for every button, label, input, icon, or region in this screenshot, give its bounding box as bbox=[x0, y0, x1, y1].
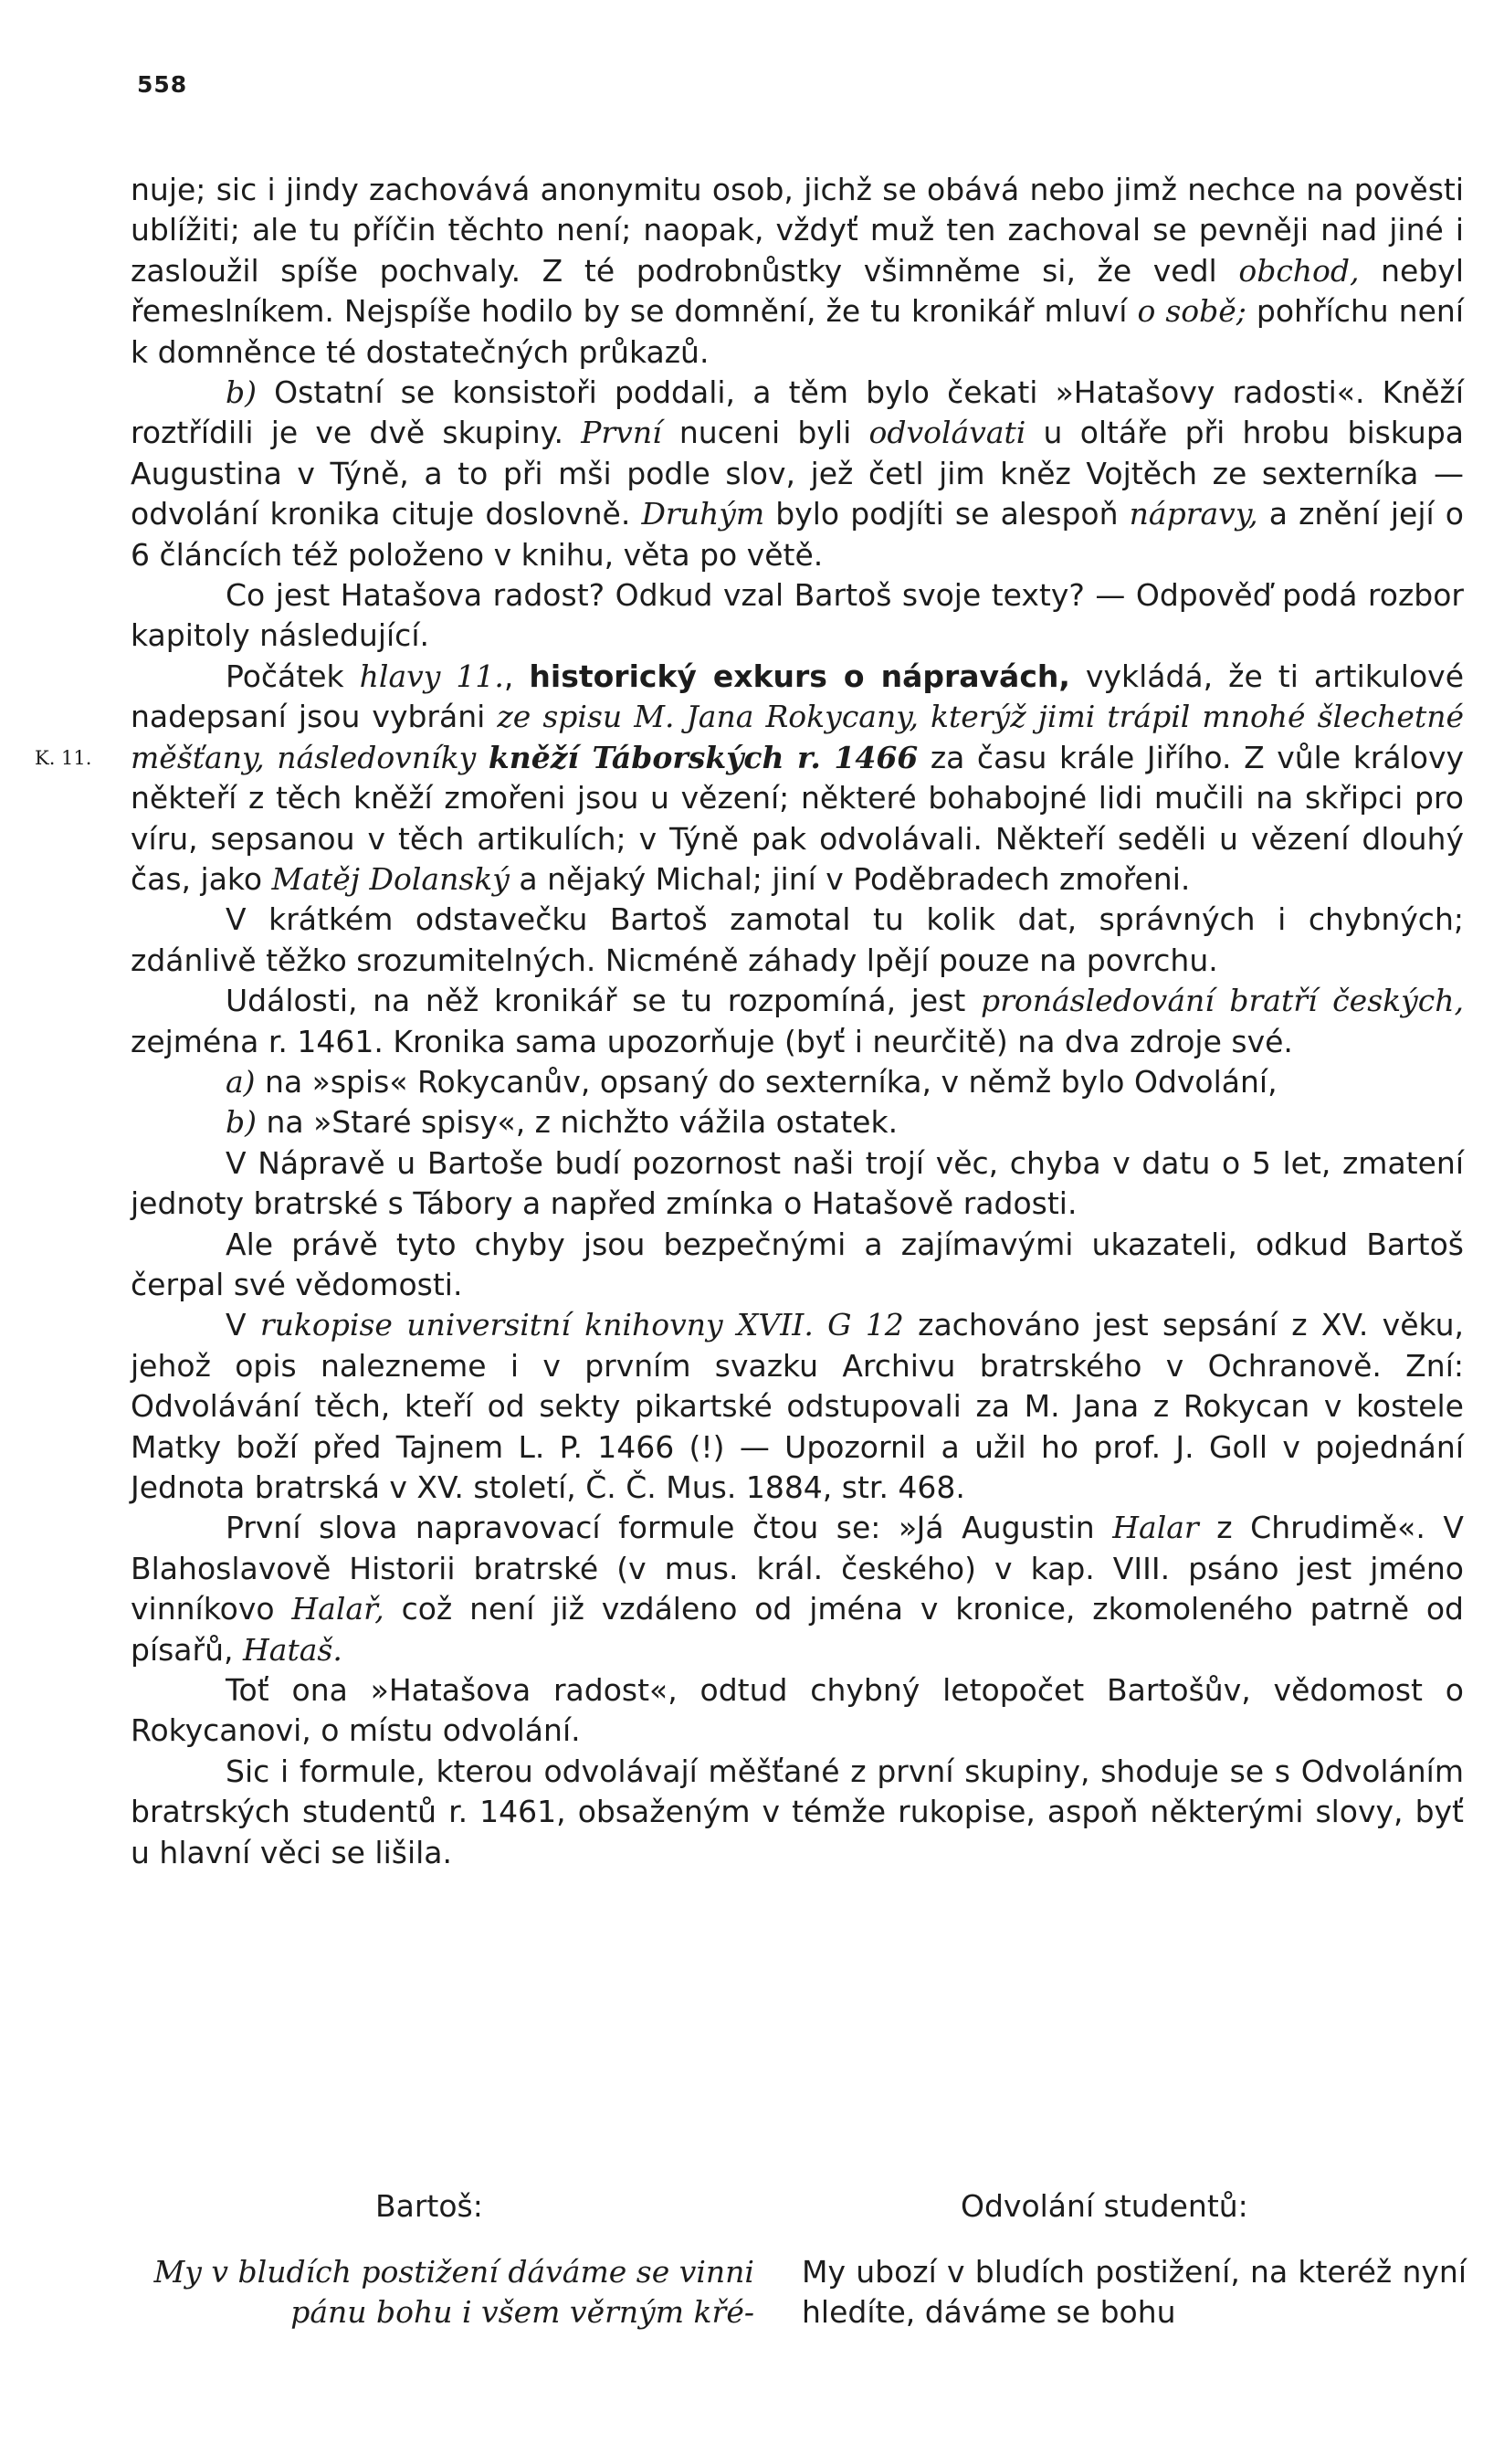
emphasis: Halař, bbox=[291, 1591, 384, 1627]
paragraph-11 bbox=[131, 1305, 1464, 1508]
text: a nějaký Michal; jiní v Poděbradech zmořeni. bbox=[509, 860, 1191, 897]
main-text bbox=[131, 170, 1464, 1873]
text: Události, na něž kronikář se tu rozpomíná, jest bbox=[226, 983, 981, 1019]
text: na »Staré spisy«, z nichžto vážila ostatek. bbox=[257, 1104, 899, 1141]
emphasis: Hataš. bbox=[243, 1631, 342, 1668]
text: nuceni byli bbox=[661, 415, 869, 451]
text: nebyl řemeslníkem. Nejspíše hodilo by se domnění, že tu kronikář mluví bbox=[131, 252, 1465, 330]
paragraph-9: V Nápravě u Bartoše budí pozornost naši trojí věc, chyba v datu o 5 let, zmatení jednoty bratrské s Tábory a napřed zmínka o Hatašově radosti. bbox=[131, 1144, 1464, 1222]
left-column-text: My v bludích postižení dáváme se vinni pánu bohu i všem věrným křé- bbox=[153, 2254, 754, 2330]
list-marker: b) bbox=[226, 374, 257, 411]
right-column-text: My ubozí v bludích postižení, na kteréž nyní hledíte, dáváme se bohu bbox=[802, 2254, 1467, 2330]
bold-emphasis: kněží Táborských r. 1466 bbox=[488, 739, 919, 775]
chapter-margin-note: K. 11. bbox=[35, 747, 92, 769]
emphasis: obchod, bbox=[1238, 252, 1360, 289]
emphasis: ze spisu M. Jana Rokycany, kterýž jimi trápil mnohé šlechetné měšťany, následovníky bbox=[131, 699, 1464, 775]
paragraph-10: Ale právě tyto chyby jsou bezpečnými a zajímavými ukazateli, odkud Bartoš čerpal své vědomosti. bbox=[131, 1226, 1464, 1302]
text: na »spis« Rokycanův, opsaný do sexterníka, v němž bylo Odvolání, bbox=[255, 1063, 1278, 1100]
emphasis: rukopise universitní knihovny XVII. G 12 bbox=[259, 1307, 904, 1343]
text: pohříchu není k domněnce té dostatečných průkazů. bbox=[131, 293, 1464, 370]
emphasis: Druhým bbox=[641, 496, 765, 532]
text: nuje; sic i jindy zachovává anonymitu osob, jichž se obává nebo jimž nechce na pověsti ublížiti; ale tu příčin těchto není; naopak, vždyť muž ten zachoval se pevněji nad jiné i zasloužil spíše pochvaly. Z té podrobnůstky všimněme si, že vedl bbox=[131, 172, 1464, 289]
paragraph-13: Toť ona »Hatašova radost«, odtud chybný letopočet Bartošův, vědomost o Rokycanovi, o místu odvolání. bbox=[131, 1672, 1464, 1749]
emphasis: nápravy, bbox=[1129, 496, 1258, 532]
paragraph-6 bbox=[131, 981, 1464, 1062]
bold-heading: historický exkurs o nápravách, bbox=[529, 658, 1070, 694]
emphasis: o sobě; bbox=[1137, 293, 1246, 330]
text: Ostatní se konsistoři poddali, a těm bylo čekati »Hatašovy radosti«. Kněží roztřídili je ve dvě skupiny. bbox=[131, 374, 1464, 451]
text: První slova napravovací formule čtou se: »Já Augustin bbox=[226, 1510, 1113, 1546]
paragraph-8 bbox=[131, 1102, 1464, 1142]
emphasis: Matěj Dolanský bbox=[271, 860, 510, 897]
list-marker: b) bbox=[226, 1104, 257, 1141]
paragraph-14: Sic i formule, kterou odvolávají měšťané z první skupiny, shoduje se s Odvoláním bratrských studentů r. 1461, obsaženým v témže rukopise, aspoň některými slovy, byť u hlavní věci se lišila. bbox=[131, 1753, 1464, 1870]
text: což není již vzdáleno od jména v kronice, zkomoleného patrně od písařů, bbox=[131, 1591, 1464, 1668]
page-number: 558 bbox=[137, 71, 188, 98]
text: u oltáře při hrobu biskupa Augustina v Týně, a to při mši podle slov, jež četl jim kněz Vojtěch ze sexterníka — odvolání kronika cituje doslovně. bbox=[131, 415, 1464, 532]
text: za času krále Jiřího. Z vůle královy někteří z těch kněží zmořeni jsou u vězení; některé bohabojné lidi mučili na skřipci pro víru, sepsanou v těch artikulích; v Týně pak odvolávali. Někteří seděli u vězení dlouhý čas, jako bbox=[131, 739, 1465, 897]
paragraph-4 bbox=[131, 657, 1464, 900]
paragraph-12 bbox=[131, 1508, 1464, 1670]
text: bylo podjíti se alespoň bbox=[764, 496, 1130, 532]
text: V bbox=[226, 1307, 260, 1343]
text: zachováno jest sepsání z XV. věku, jehož opis nalezneme i v prvním svazku Archivu bratrského v Ochranově. Zní: Odvolávání těch, kteří od sekty pikartské odstupovali za M. Jana z Rokycan v kostele Matky boží před Tajnem L. P. 1466 (!) — Upozornil a užil ho prof. J. Goll v pojednání Jednota bratrská v XV. století, Č. Č. Mus. 1884, str. 468. bbox=[131, 1307, 1464, 1505]
list-marker: a) bbox=[226, 1063, 256, 1100]
emphasis: pronásledování bratří českých, bbox=[980, 983, 1464, 1019]
text: Počátek bbox=[226, 658, 360, 694]
text: zejména r. 1461. Kronika sama upozorňuje (byť i neurčitě) na dva zdroje své. bbox=[131, 1023, 1293, 1059]
right-column-heading: Odvolání studentů: bbox=[961, 2188, 1248, 2224]
text: vykládá, že ti artikulové nadepsaní jsou vybráni bbox=[131, 658, 1464, 735]
paragraph-1 bbox=[131, 170, 1464, 373]
paragraph-3: Co jest Hatašova radost? Odkud vzal Bartoš svoje texty? — Odpověď podá rozbor kapitoly následující. bbox=[131, 577, 1464, 654]
left-column-heading: Bartoš: bbox=[375, 2188, 483, 2224]
text: , bbox=[503, 658, 530, 694]
text: a znění její o 6 článcích též položeno v knihu, věta po větě. bbox=[131, 496, 1464, 573]
paragraph-5: V krátkém odstavečku Bartoš zamotal tu kolik dat, správných i chybných; zdánlivě těžko srozumitelných. Nicméně záhady lpějí pouze na povrchu. bbox=[131, 901, 1464, 978]
emphasis: První bbox=[581, 415, 662, 451]
emphasis: odvolávati bbox=[868, 415, 1026, 451]
text: z Chrudimě«. V Blahoslavově Historii bratrské (v mus. král. českého) v kap. VIII. psáno jest jméno vinníkovo bbox=[131, 1510, 1464, 1627]
paragraph-7 bbox=[131, 1062, 1464, 1102]
paragraph-2 bbox=[131, 373, 1464, 575]
emphasis: Halar bbox=[1112, 1510, 1199, 1546]
emphasis: hlavy 11. bbox=[359, 658, 504, 694]
